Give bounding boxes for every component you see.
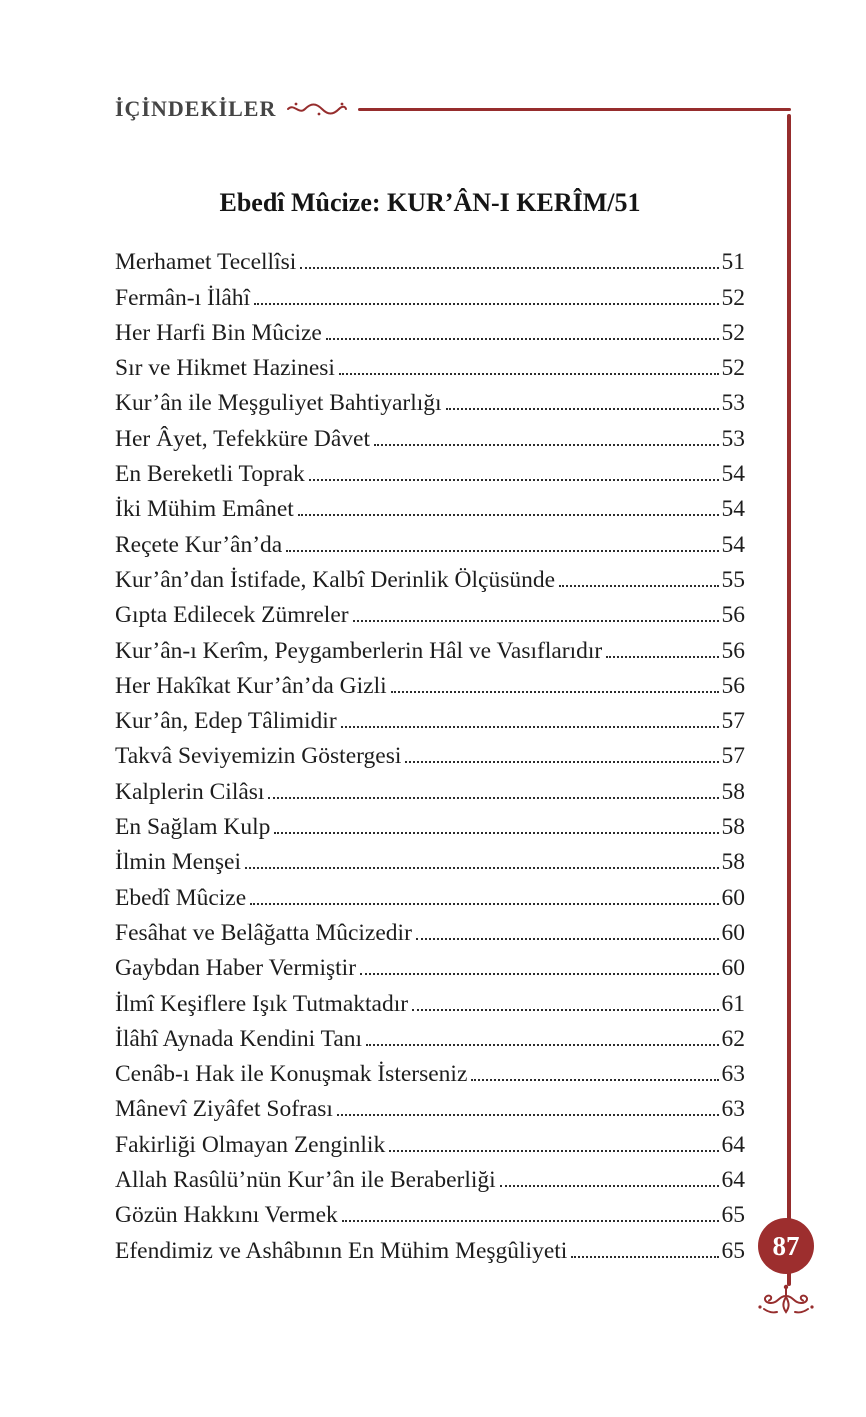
toc-entry-label: Merhamet Tecellîsi bbox=[115, 249, 297, 276]
toc-entry bbox=[115, 984, 745, 1019]
toc-entry-label: Kur’ân, Edep Tâlimidir bbox=[115, 708, 337, 735]
toc-entry-label: Reçete Kur’ân’da bbox=[115, 531, 283, 558]
toc-entry bbox=[115, 702, 745, 737]
toc-entry-page: 53 bbox=[721, 425, 745, 452]
toc-entry bbox=[115, 349, 745, 384]
toc-leader-dots bbox=[341, 726, 719, 728]
toc-entry bbox=[115, 384, 745, 419]
toc-entry-label: Her Harfi Bin Mûcize bbox=[115, 319, 322, 346]
toc-leader-dots bbox=[360, 973, 718, 975]
toc-entry bbox=[115, 419, 745, 454]
toc-entry bbox=[115, 1125, 745, 1160]
toc-entry-label: Gıpta Edilecek Zümreler bbox=[115, 602, 349, 629]
toc-leader-dots bbox=[274, 832, 718, 834]
toc-entry-page: 63 bbox=[721, 1061, 745, 1088]
calligraphic-flourish-icon bbox=[286, 100, 348, 118]
toc-entry-label: Allah Rasûlü’nün Kur’ân ile Beraberliği bbox=[115, 1167, 496, 1194]
toc-leader-dots bbox=[412, 1009, 718, 1011]
toc-leader-dots bbox=[245, 867, 719, 869]
toc-entry-page: 57 bbox=[721, 743, 745, 770]
floral-flourish-icon bbox=[744, 1284, 828, 1316]
toc-entry bbox=[115, 631, 745, 666]
toc-entry-page: 60 bbox=[721, 884, 745, 911]
toc-entry-page: 65 bbox=[721, 1237, 745, 1264]
toc-entry-label: Kalplerin Cilâsı bbox=[115, 778, 265, 805]
toc-leader-dots bbox=[405, 761, 718, 763]
toc-entry-page: 51 bbox=[721, 249, 745, 276]
toc-entry-page: 54 bbox=[721, 496, 745, 523]
toc-entry bbox=[115, 808, 745, 843]
toc-entry-label: İlmin Menşei bbox=[115, 849, 241, 876]
toc-entry-page: 52 bbox=[721, 319, 745, 346]
toc-entry-label: İlmî Keşiflere Işık Tutmaktadır bbox=[115, 990, 409, 1017]
toc-entry-page: 64 bbox=[721, 1131, 745, 1158]
toc-entry bbox=[115, 949, 745, 984]
toc-leader-dots bbox=[500, 1185, 719, 1187]
toc-entry-page: 60 bbox=[721, 919, 745, 946]
toc-leader-dots bbox=[391, 691, 719, 693]
toc-entry-page: 52 bbox=[721, 355, 745, 382]
toc-leader-dots bbox=[416, 938, 719, 940]
toc-entry-page: 65 bbox=[721, 1202, 745, 1229]
toc-entry-label: İlâhî Aynada Kendini Tanı bbox=[115, 1025, 363, 1052]
toc-entry-page: 53 bbox=[721, 390, 745, 417]
toc-entry-page: 58 bbox=[721, 849, 745, 876]
toc-entry-page: 56 bbox=[721, 602, 745, 629]
toc-entry-label: En Bereketli Toprak bbox=[115, 461, 305, 488]
toc-entry bbox=[115, 1231, 745, 1266]
toc-entry-page: 54 bbox=[721, 461, 745, 488]
toc-entry-label: Fesâhat ve Belâğatta Mûcizedir bbox=[115, 919, 412, 946]
toc-entry-label: En Sağlam Kulp bbox=[115, 814, 271, 841]
toc-entry-label: Cenâb-ı Hak ile Konuşmak İsterseniz bbox=[115, 1061, 468, 1088]
toc-list bbox=[115, 243, 745, 1267]
toc-entry bbox=[115, 1020, 745, 1055]
header-title: İÇİNDEKİLER bbox=[115, 96, 277, 121]
toc-entry-label: Her Âyet, Tefekküre Dâvet bbox=[115, 425, 371, 452]
toc-entry-label: Efendimiz ve Ashâbının En Mühim Meşgûliyeti bbox=[115, 1237, 568, 1264]
toc-entry-page: 57 bbox=[721, 708, 745, 735]
toc-entry bbox=[115, 455, 745, 490]
toc-entry bbox=[115, 772, 745, 807]
toc-leader-dots bbox=[342, 1220, 719, 1222]
toc-entry-page: 56 bbox=[721, 672, 745, 699]
toc-entry-page: 62 bbox=[721, 1025, 745, 1052]
header-divider-rule bbox=[358, 108, 791, 111]
toc-leader-dots bbox=[374, 444, 718, 446]
page-header bbox=[115, 96, 791, 122]
toc-leader-dots bbox=[606, 656, 718, 658]
toc-entry-page: 52 bbox=[721, 284, 745, 311]
toc-entry-page: 58 bbox=[721, 778, 745, 805]
toc-leader-dots bbox=[571, 1256, 718, 1258]
toc-entry-label: Fakirliği Olmayan Zenginlik bbox=[115, 1131, 386, 1158]
toc-entry-label: Mânevî Ziyâfet Sofrası bbox=[115, 1096, 333, 1123]
toc-entry-page: 60 bbox=[721, 955, 745, 982]
toc-entry-label: Gaybdan Haber Vermiştir bbox=[115, 955, 357, 982]
toc-leader-dots bbox=[250, 903, 718, 905]
toc-leader-dots bbox=[559, 585, 718, 587]
toc-entry bbox=[115, 278, 745, 313]
toc-leader-dots bbox=[254, 303, 718, 305]
toc-entry bbox=[115, 525, 745, 560]
toc-entry bbox=[115, 561, 745, 596]
toc-entry-page: 61 bbox=[721, 990, 745, 1017]
toc-entry bbox=[115, 243, 745, 278]
toc-entry-label: Her Hakîkat Kur’ân’da Gizli bbox=[115, 672, 387, 699]
toc-entry-label: İki Mühim Emânet bbox=[115, 496, 294, 523]
toc-entry-label: Takvâ Seviyemizin Göstergesi bbox=[115, 743, 402, 770]
toc-leader-dots bbox=[471, 1079, 718, 1081]
toc-entry bbox=[115, 490, 745, 525]
page-number-badge: 87 bbox=[758, 1218, 814, 1274]
toc-entry-page: 56 bbox=[721, 637, 745, 664]
toc-entry-label: Gözün Hakkını Vermek bbox=[115, 1202, 338, 1229]
toc-leader-dots bbox=[300, 267, 718, 269]
toc-entry-page: 54 bbox=[721, 531, 745, 558]
toc-leader-dots bbox=[353, 620, 719, 622]
toc-entry-page: 63 bbox=[721, 1096, 745, 1123]
toc-entry bbox=[115, 667, 745, 702]
toc-entry-label: Ebedî Mûcize bbox=[115, 884, 247, 911]
section-title: Ebedî Mûcize: KUR’ÂN-I KERÎM/51 bbox=[219, 188, 641, 217]
toc-entry bbox=[115, 1161, 745, 1196]
toc-entry-label: Fermân-ı İlâhî bbox=[115, 284, 251, 311]
toc-entry-label: Sır ve Hikmet Hazinesi bbox=[115, 355, 335, 382]
toc-entry-label: Kur’ân ile Meşguliyet Bahtiyarlığı bbox=[115, 390, 442, 417]
toc-entry-page: 58 bbox=[721, 814, 745, 841]
toc-entry-page: 55 bbox=[721, 566, 745, 593]
right-border-rule bbox=[787, 114, 791, 1286]
toc-leader-dots bbox=[309, 479, 719, 481]
toc-leader-dots bbox=[268, 797, 718, 799]
toc-entry-page: 64 bbox=[721, 1167, 745, 1194]
toc-leader-dots bbox=[389, 1150, 718, 1152]
toc-leader-dots bbox=[446, 408, 719, 410]
toc-entry bbox=[115, 878, 745, 913]
toc-entry bbox=[115, 1090, 745, 1125]
toc-entry bbox=[115, 914, 745, 949]
toc-entry bbox=[115, 737, 745, 772]
toc-entry-label: Kur’ân-ı Kerîm, Peygamberlerin Hâl ve Vasıflarıdır bbox=[115, 637, 603, 664]
toc-leader-dots bbox=[366, 1044, 718, 1046]
toc-entry-label: Kur’ân’dan İstifade, Kalbî Derinlik Ölçüsünde bbox=[115, 566, 556, 593]
toc-entry bbox=[115, 843, 745, 878]
toc-entry bbox=[115, 1196, 745, 1231]
toc-leader-dots bbox=[339, 373, 719, 375]
toc-leader-dots bbox=[337, 1114, 719, 1116]
toc-entry bbox=[115, 314, 745, 349]
toc-leader-dots bbox=[286, 550, 718, 552]
toc-leader-dots bbox=[298, 514, 719, 516]
toc-leader-dots bbox=[326, 338, 719, 340]
toc-entry bbox=[115, 1055, 745, 1090]
toc-entry bbox=[115, 596, 745, 631]
